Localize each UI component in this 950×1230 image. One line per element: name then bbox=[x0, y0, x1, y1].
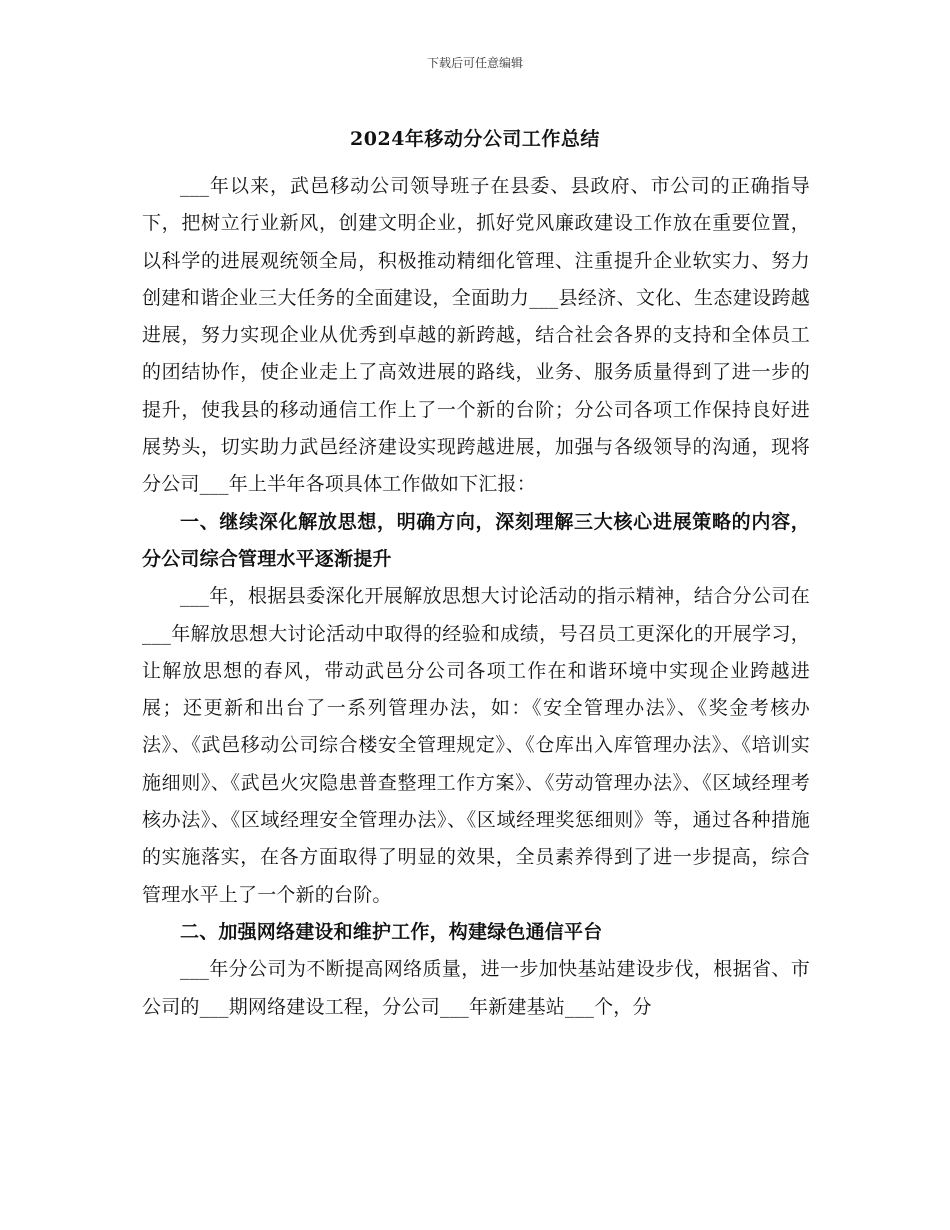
paragraph-section-2: ___年分公司为不断提高网络质量，进一步加快基站建设步伐，根据省、市公司的___期网络建设工程，分公司___年新建基站___个，分 bbox=[142, 958, 810, 1018]
section-heading-2: 二、加强网络建设和维护工作，构建绿色通信平台 bbox=[180, 920, 603, 943]
header-note: 下载后可任意编辑 bbox=[426, 56, 523, 70]
document-title: 2024年移动分公司工作总结 bbox=[350, 128, 600, 150]
paragraph-section-1: ___年，根据县委深化开展解放思想大讨论活动的指示精神，结合分公司在___年解放思想大讨论活动中取得的经验和成绩，号召员工更深化的开展学习，让解放思想的春风，带动武邑分公司各项工作在和谐环境中实现企业跨越进展；还更新和出台了一系列管理办法，如：《安全管理办法》、《奖金考核办法》、《武邑移动公司综合楼安全管理规定》、《仓库出入库管理办法》、《培训实施细则》、《武邑火灾隐患普查整理工作方案》、《劳动管理办法》、《区域经理考核办法》、《区域经理安全管理办法》、《区域经理奖惩细则》等，通过各种措施的实施落实，在各方面取得了明显的效果，全员素养得到了进一步提高，综合管理水平上了一个新的台阶。 bbox=[142, 585, 810, 906]
paragraph-intro: ___年以来，武邑移动公司领导班子在县委、县政府、市公司的正确指导下，把树立行业新风，创建文明企业，抓好党风廉政建设工作放在重要位置，以科学的进展观统领全局，积极推动精细化管理、注重提升企业软实力、努力创建和谐企业三大任务的全面建设，全面助力___县经济、文化、生态建设跨越进展，努力实现企业从优秀到卓越的新跨越，结合社会各界的支持和全体员工的团结协作，使企业走上了高效进展的路线，业务、服务质量得到了进一步的提升，使我县的移动通信工作上了一个新的台阶；分公司各项工作保持良好进展势头，切实助力武邑经济建设实现跨越进展，加强与各级领导的沟通，现将分公司___年上半年各项具体工作做如下汇报： bbox=[142, 175, 810, 496]
document-body bbox=[142, 168, 810, 1026]
section-heading-1: 一、继续深化解放思想，明确方向，深刻理解三大核心进展策略的内容，分公司综合管理水平逐渐提升 bbox=[142, 510, 810, 570]
